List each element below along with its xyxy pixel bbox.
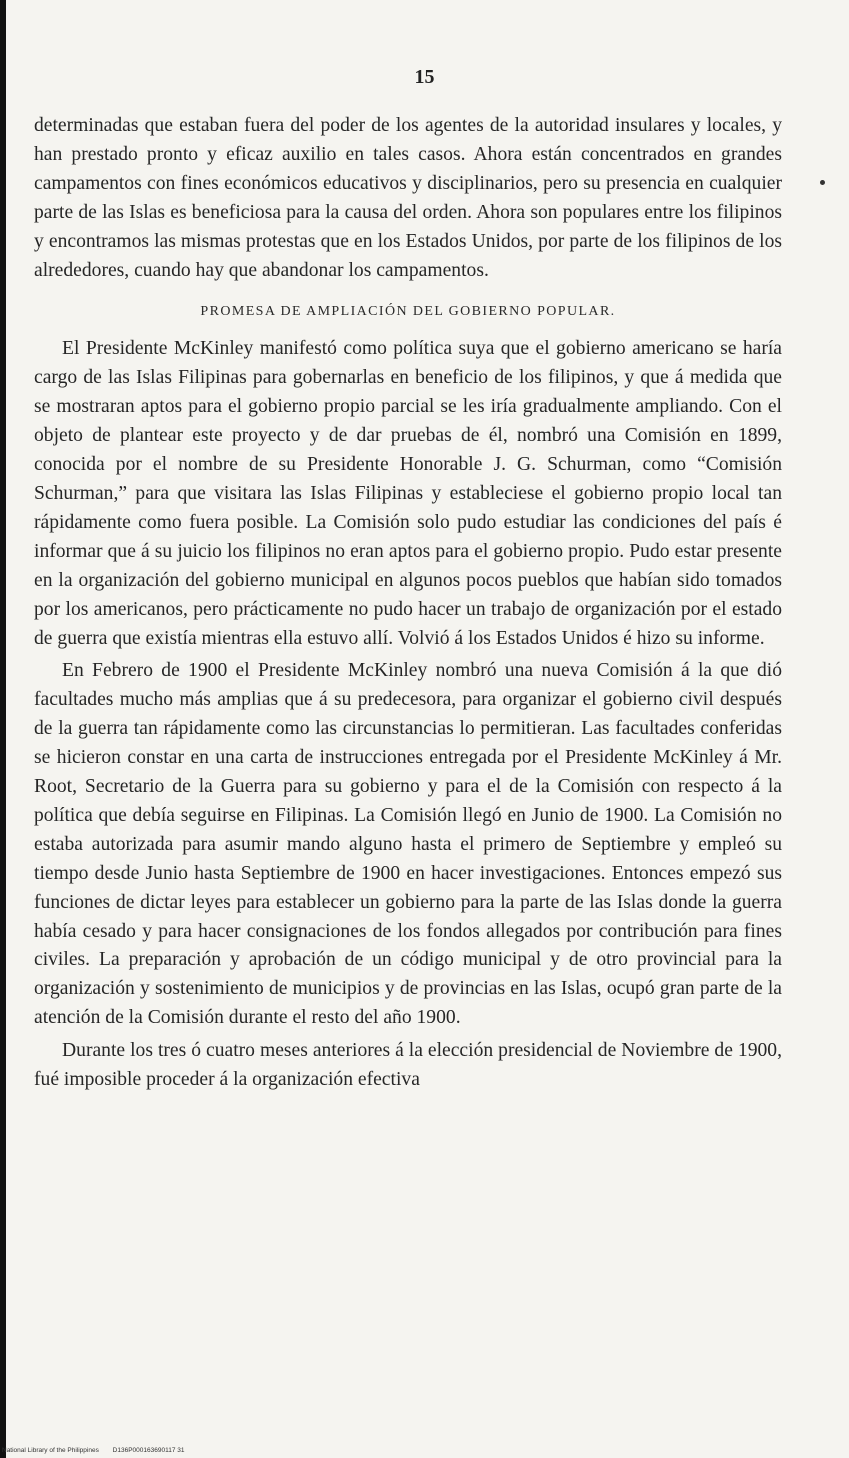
page-number: 15 (414, 66, 435, 88)
paragraph-3: En Febrero de 1900 el Presidente McKinley nombró una nueva Comisión á la que dió facultades mucho más amplias que á su predecesora, para organizar el gobierno civil después de la guerra tan rápidamente como las circunstancias lo permitieran. Las facultades conferidas se hicieron constar en una carta de instrucciones entregada por el Presidente McKinley á Mr. Root, Secretario de la Guerra para su gobierno y para el de la Comisión con respecto á la política que debía seguirse en Filipinas. La Comisión llegó en Junio de 1900. La Comisión no estaba autorizada para asumir mando alguno hasta el primero de Septiembre y empleó su tiempo desde Junio hasta Septiembre de 1900 en hacer investigaciones. Entonces empezó sus funciones de dictar leyes para establecer un gobierno para la parte de las Islas donde la guerra había cesado y para hacer consignaciones de los fondos allegados por contribución para fines civiles. La preparación y aprobación de un código municipal y de otro provincial para la organización y sostenimiento de municipios y de provincias en las Islas, ocupó gran parte de la atención de la Comisión durante el resto del año 1900. (34, 660, 782, 1029)
footer-watermark (2, 1447, 196, 1454)
paragraph-4: Durante los tres ó cuatro meses anteriores á la elección presidencial de Noviembre de 1900, fué imposible proceder á la organización efectiva (34, 1040, 782, 1091)
footer-code: D136P000163690117 31 (112, 1447, 185, 1454)
paragraph-2: El Presidente McKinley manifestó como política suya que el gobierno americano se haría cargo de las Islas Filipinas para gobernarlas en beneficio de los filipinos, y que á medida que se mostraran aptos para el gobierno propio parcial se les iría gradualmente ampliando. Con el objeto de plantear este proyecto y de dar pruebas de él, nombró una Comisión en 1899, conocida por el nombre de su Presidente Honorable J. G. Schurman, como “Comisión Schurman,” para que visitara las Islas Filipinas y estableciese el gobierno propio local tan rápidamente como fuera posible. La Comisión solo pudo estudiar las condiciones del país é informar que á su juicio los filipinos no eran aptos para el gobierno propio. Pudo estar presente en la organización del gobierno municipal en algunos pocos pueblos que habían sido tomados por los americanos, pero prácticamente no pudo hacer un trabajo de organización por el estado de guerra que existía mientras ella estuvo allí. Volvió á los Estados Unidos é hizo su informe. (34, 338, 782, 649)
margin-dot (820, 180, 825, 185)
page-body (34, 112, 782, 1095)
section-heading: PROMESA DE AMPLIACIÓN DEL GOBIERNO POPULAR. (200, 304, 616, 320)
scan-border (0, 0, 6, 1458)
footer-library: National Library of the Philippines (2, 1447, 99, 1454)
paragraph-1: determinadas que estaban fuera del poder de los agentes de la autoridad insulares y locales, y han prestado pronto y eficaz auxilio en tales casos. Ahora están concentrados en grandes campamentos con fines económicos educativos y disciplinarios, pero su presencia en cualquier parte de las Islas es beneficiosa para la causa del orden. Ahora son populares entre los filipinos y encontramos las mismas protestas que en los Estados Unidos, por parte de los filipinos de los alrededores, cuando hay que abandonar los campamentos. (34, 115, 782, 281)
